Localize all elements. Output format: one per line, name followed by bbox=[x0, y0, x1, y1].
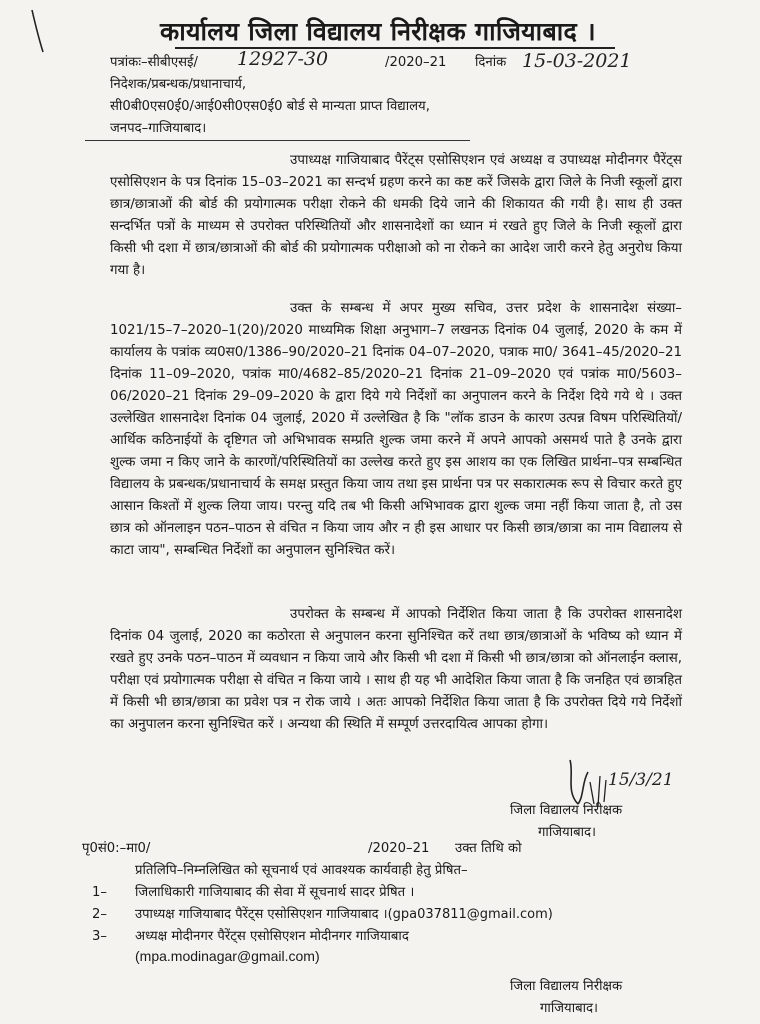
addressee-line3: जनपद–गाजियाबाद। bbox=[110, 121, 207, 136]
signatory-district: गाजियाबाद। bbox=[538, 825, 597, 840]
addressee-line1: निदेशक/प्रबन्धक/प्रधानाचार्य, bbox=[110, 77, 247, 92]
header-divider bbox=[85, 140, 470, 141]
patrank-number: 12927-30 bbox=[237, 48, 329, 70]
signature-date: 15/3/21 bbox=[608, 770, 674, 790]
pen-stroke-mark bbox=[28, 8, 48, 58]
copy-ref-label: पृ0सं0:–मा0/ bbox=[82, 841, 151, 856]
body-paragraph-2: उक्त के सम्बन्ध में अपर मुख्य सचिव, उत्तर प्रदेश के शासनादेश संख्या–1021/15–7–2020–1(20)/2020 माध्यमिक शिक्षा अनुभाग–7 लखनऊ दिनांक 04 जुलाई, 2020 के कम में कार्यालय के पत्रांक व्य0स0/1386–90/2020–21 दिनांक 04–07–2020, पत्राक मा0/ 3641–45/2020–21 दिनांक 11–09–2020, पत्रांक मा0/4682–85/2020–21 दिनांक 21–09–2020 एवं पत्रांक मा0/5603–06/2020–21 दिनांक 29–09–2020 के द्वारा दिये गये निर्देशों का अनुपालन करने के निर्देश दिये गये थे । उक्त उल्लेखित शासनादेश दिनांक 04 जुलाई, 2020 में उल्लेखित है कि "लॉक डाउन के कारण उत्पन्न विषम परिस्थितियों/आर्थिक कठिनाईयों के दृष्टिगत जो अभिभावक सम्प्रति शुल्क जमा करने में अपने आपको असमर्थ पाते है उनके द्वारा शुल्क जमा न किए जाने के कारणों/परिस्थितियों का उल्लेख करते हुए इस आशय का एक लिखित प्रार्थना–पत्र सम्बन्धित विद्यालय के प्रबन्धक/प्रधानाचार्य के समक्ष प्रस्तुत किया जाय तथा इस प्रार्थना पत्र पर सकारात्मक रूप से विचार करते हुए आसान किश्तों में शुल्क लिया जाय। परन्तु यदि तब भी किसी अभिभावक द्वारा शुल्क जमा नहीं किया जाता है, तो उस छात्र को ऑनलाइन पठन–पाठन से वंचित न किया जाय और न ही इस आधार पर किसी छात्र/छात्रा का नाम विद्यालय से काटा जाय", सम्बन्धित निर्देशों का अनुपालन सुनिश्चित करें। bbox=[110, 301, 682, 558]
copy-item-number: 3– bbox=[92, 929, 107, 944]
signatory-district-2: गाजियाबाद। bbox=[540, 1001, 599, 1016]
copy-item-text: उपाध्यक्ष गाजियाबाद पैरेंट्स एसोसिएशन गाजियाबाद ।(gpa037811@gmail.com) bbox=[135, 907, 553, 922]
body-paragraph-1: उपाध्यक्ष गाजियाबाद पैरेंट्स एसोसिएशन एवं अध्यक्ष व उपाध्यक्ष मोदीनगर पैरेंट्स एसोसिएशन के पत्र दिनांक 15–03–2021 का सन्दर्भ ग्रहण करने का कष्ट करें जिसके द्वारा जिले के निजी स्कूलों द्वारा छात्र/छात्राओं की बोर्ड की प्रयोगात्मक परीक्षा रोकने की धमकी दिये जाने की शिकायत की गयी है। साथ ही उक्त सन्दर्भित पत्रों के माध्यम से उपरोक्त परिस्थितियों और शासनादेशों का ध्यान मं रखते हुए जिले के निजी स्कूलों द्वारा किसी भी दशा में छात्र/छात्राओं की बोर्ड की प्रयोगात्मक परीक्षाओ को ना रोकने का आदेश जारी करने हेतु अनुरोध किया गया है। bbox=[110, 153, 682, 278]
date-label: दिनांक bbox=[475, 55, 507, 70]
copy-item-text: जिलाधिकारी गाजियाबाद की सेवा में सूचनार्थ सादर प्रेषित । bbox=[135, 885, 415, 900]
copy-intro: प्रतिलिपि–निम्नलिखित को सूचनार्थ एवं आवश्यक कार्यवाही हेतु प्रेषित– bbox=[135, 863, 468, 878]
addressee-line2: सी0बी0एस0ई0/आई0सी0एस0ई0 बोर्ड से मान्यता प्राप्त विद्यालय, bbox=[110, 99, 430, 114]
signatory-title-2: जिला विद्यालय निरीक्षक bbox=[510, 979, 623, 994]
date-value: 15-03-2021 bbox=[522, 50, 632, 72]
signatory-title: जिला विद्यालय निरीक्षक bbox=[510, 803, 623, 818]
copy-ref-tail: उक्त तिथि को bbox=[455, 841, 522, 856]
body-paragraph-3: उपरोक्त के सम्बन्ध में आपको निर्देशित किया जाता है कि उपरोक्त शासनादेश दिनांक 04 जुलाई, 2020 का कठोरता से अनुपालन करना सुनिश्चित करें तथा छात्र/छात्राओं के भविष्य को ध्यान में रखते हुए उनके पठन–पाठन में व्यवधान न किया जाये और किसी भी दशा में किसी भी छात्र/छात्रा को ऑनलाईन क्लास, परीक्षा एवं प्रयोगात्मक परीक्षा से वंचित न किया जाये । साथ ही यह भी आदेशित किया जाता है कि जनहित एवं छात्रहित में किसी भी छात्र/छात्रा का प्रवेश पत्र न रोक जाये । अतः आपको निर्देशित किया जाता है कि उपरोक्त दिये गये निर्देशों का अनुपालन करना सुनिश्चित करें । अन्यथा की स्थिति में सम्पूर्ण उत्तरदायित्व आपका होगा। bbox=[110, 607, 682, 732]
copy-item-number: 2– bbox=[92, 907, 107, 922]
office-title: कार्यालय जिला विद्यालय निरीक्षक गाजियाबाद । bbox=[160, 17, 596, 46]
patrank-label: पत्रांकः–सीबीएसई/ bbox=[110, 55, 198, 70]
copy-ref-year: /2020–21 bbox=[368, 841, 430, 856]
patrank-year: /2020–21 bbox=[385, 55, 447, 70]
copy-item-number: 1– bbox=[92, 885, 107, 900]
copy-item-email: (mpa.modinagar@gmail.com) bbox=[135, 948, 320, 964]
copy-item-text: अध्यक्ष मोदीनगर पैरेंट्स एसोसिएशन मोदीनगर गाजियाबाद bbox=[135, 929, 409, 944]
